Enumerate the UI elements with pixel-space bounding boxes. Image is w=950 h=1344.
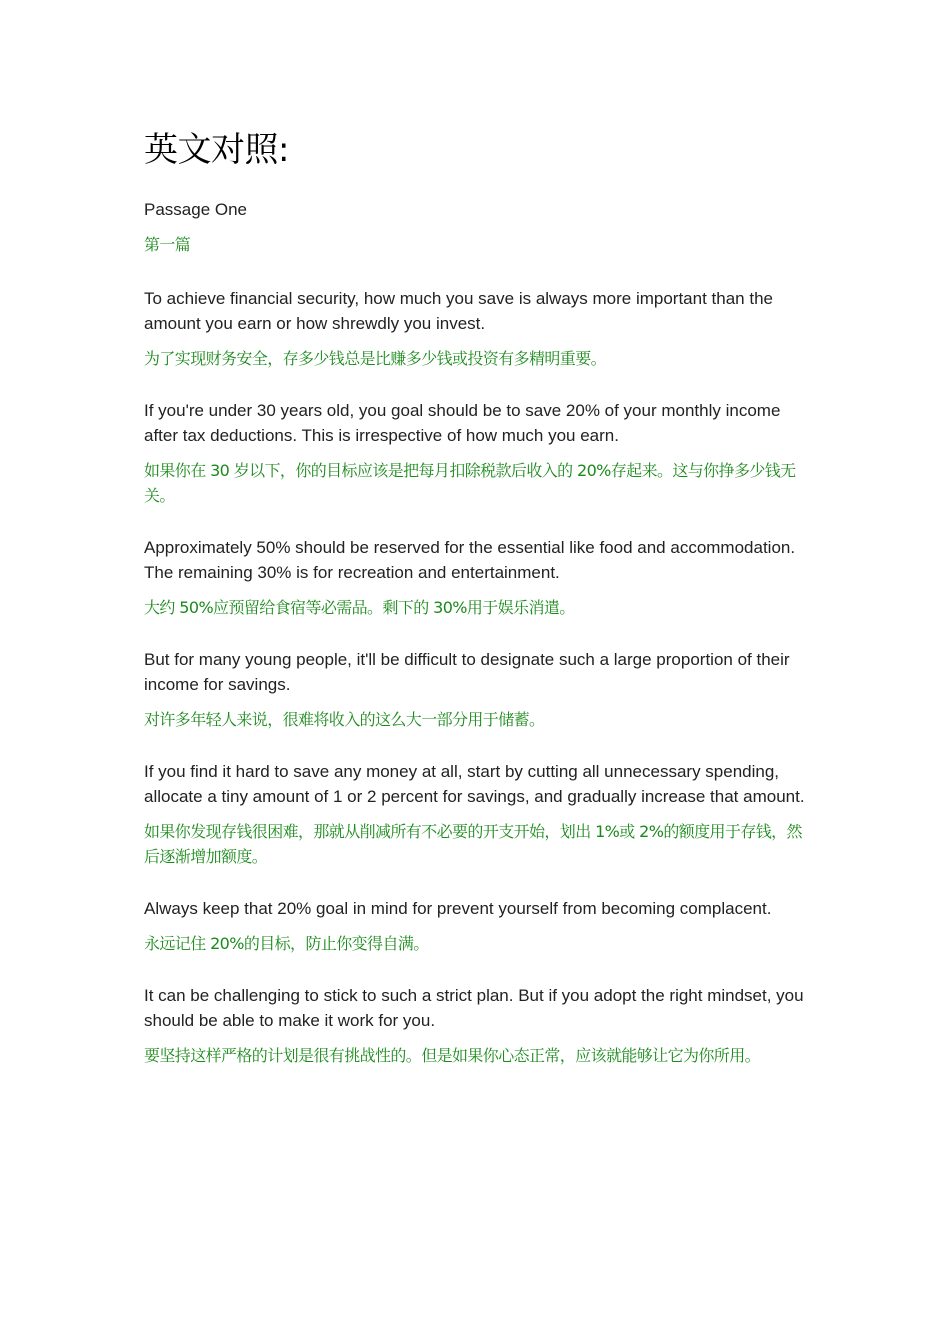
paragraph-pair	[144, 647, 812, 732]
paragraph-pair	[144, 286, 812, 371]
paragraph-zh: 如果你在 30 岁以下，你的目标应该是把每月扣除税款后收入的 20%存起来。这与你挣多少钱无关。	[144, 461, 796, 505]
paragraph-en: If you're under 30 years old, you goal should be to save 20% of your monthly income after tax deductions. This is irrespective of how much you earn.	[144, 401, 781, 445]
page-title: 英文对照:	[144, 130, 289, 170]
paragraph-zh: 大约 50%应预留给食宿等必需品。剩下的 30%用于娱乐消遣。	[144, 598, 575, 617]
paragraph-en: If you find it hard to save any money at all, start by cutting all unnecessary spending, allocate a tiny amount of 1 or 2 percent for savings, and gradually increase that amount.	[144, 762, 805, 806]
passage-heading-en: Passage One	[144, 200, 248, 219]
passage-heading	[144, 197, 812, 257]
paragraph-pair	[144, 759, 812, 869]
paragraph-en: Always keep that 20% goal in mind for prevent yourself from becoming complacent.	[144, 899, 772, 918]
paragraph-zh: 对许多年轻人来说，很难将收入的这么大一部分用于储蓄。	[144, 710, 545, 729]
paragraph-zh: 要坚持这样严格的计划是很有挑战性的。但是如果你心态正常，应该就能够让它为你所用。	[144, 1046, 761, 1065]
paragraph-pair	[144, 535, 812, 620]
paragraph-en: It can be challenging to stick to such a strict plan. But if you adopt the right mindset, you should be able to make it work for you.	[144, 986, 804, 1030]
paragraph-zh: 为了实现财务安全，存多少钱总是比赚多少钱或投资有多精明重要。	[144, 349, 607, 368]
passage-heading-zh: 第一篇	[144, 235, 191, 254]
paragraph-en: To achieve financial security, how much you save is always more important than the amount you earn or how shrewdly you invest.	[144, 289, 773, 333]
document-page	[144, 128, 812, 1095]
paragraph-en: Approximately 50% should be reserved for the essential like food and accommodation. The remaining 30% is for recreation and entertainment.	[144, 538, 796, 582]
paragraph-pair	[144, 896, 812, 956]
paragraph-pair	[144, 983, 812, 1068]
paragraph-en: But for many young people, it'll be difficult to designate such a large proportion of their income for savings.	[144, 650, 790, 694]
paragraph-zh: 永远记住 20%的目标，防止你变得自满。	[144, 934, 429, 953]
paragraph-pair	[144, 398, 812, 508]
paragraph-zh: 如果你发现存钱很困难，那就从削减所有不必要的开支开始，划出 1%或 2%的额度用于存钱，然后逐渐增加额度。	[144, 822, 802, 866]
